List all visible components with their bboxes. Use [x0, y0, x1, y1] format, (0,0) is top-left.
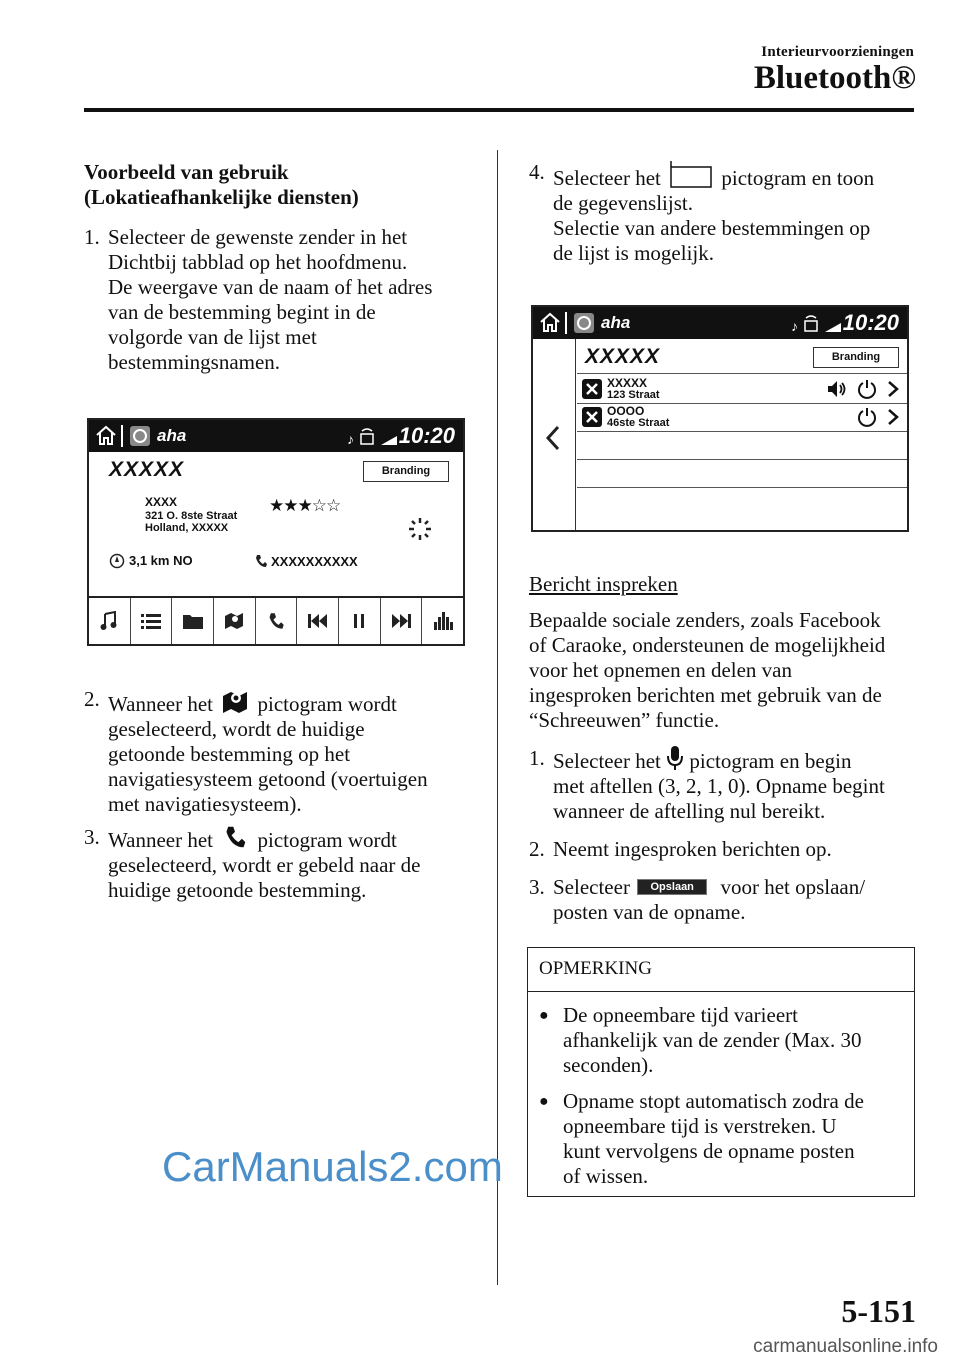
screen-tab-bar: [89, 596, 463, 644]
clock: 10:20: [842, 310, 899, 335]
step-4-line: Selectie van andere bestemmingen op: [553, 216, 871, 240]
station-header: XXXXX: [109, 458, 185, 481]
step-1-line: volgorde van de lijst met: [108, 325, 317, 349]
equalizer-icon[interactable]: [422, 598, 463, 644]
step-3-line: geselecteerd, wordt er gebeld naar de: [108, 853, 421, 877]
loading-spinner-icon: [407, 516, 433, 542]
destination-address-2: Holland, XXXXX: [145, 522, 229, 534]
power-icon[interactable]: [857, 407, 877, 427]
screen-aha-list: [531, 305, 909, 532]
step-2-line: met navigatiesysteem).: [108, 792, 302, 816]
header-rule: [84, 108, 914, 112]
list-item-empty[interactable]: [577, 459, 907, 488]
previous-track-icon[interactable]: [297, 598, 339, 644]
power-icon[interactable]: [857, 379, 877, 399]
rating-stars: ★★★☆☆: [269, 496, 341, 515]
watermark-footer[interactable]: carmanualsonline.info: [753, 1336, 938, 1357]
next-track-icon[interactable]: [381, 598, 423, 644]
step-2-line: getoonde bestemming op het: [108, 742, 351, 766]
page-title: Bluetooth®: [753, 60, 916, 96]
screen-aha-detail: [87, 418, 465, 646]
opslaan-button: Opslaan: [637, 879, 707, 895]
svg-text:♪: ♪: [347, 431, 354, 447]
distance: 3,1 km NO: [129, 553, 193, 568]
destination-name: XXXX: [145, 495, 178, 509]
microphone-icon: [666, 746, 684, 770]
music-note-icon[interactable]: [89, 598, 131, 644]
chevron-right-icon[interactable]: [887, 380, 899, 398]
step-1-line: van de bestemming begint in de: [108, 300, 376, 324]
home-icon[interactable]: [95, 425, 117, 446]
back-panel[interactable]: [533, 339, 576, 530]
phone-number: XXXXXXXXXX: [271, 554, 358, 569]
folder-icon[interactable]: [172, 598, 214, 644]
subheading-bericht: Bericht inspreken: [529, 572, 678, 596]
aha-logo-icon: [129, 425, 151, 447]
section-heading-1: Voorbeeld van gebruik: [84, 160, 289, 184]
watermark[interactable]: CarManuals2.com: [162, 1143, 503, 1190]
svg-text:♪: ♪: [791, 318, 798, 334]
aha-logo-icon: [573, 312, 595, 334]
list-item-empty[interactable]: [577, 487, 907, 515]
list-view-icon: [666, 160, 716, 188]
map-icon: [218, 687, 252, 713]
note-box: OPMERKING ● De opneembare tijd varieert afhankelijk van de zender (Max. 30 seconden). ● Opname stopt automatisch zodra de opneembare tijd is verstreken. U kunt vervolgens de opname posten of wissen.: [527, 947, 915, 1197]
branding-box: Branding: [363, 461, 449, 482]
note-title: OPMERKING: [539, 958, 652, 979]
column-divider: [497, 150, 498, 1285]
step-1-line: Selecteer de gewenste zender in het: [108, 225, 408, 249]
step-3-line: huidige getoonde bestemming.: [108, 878, 367, 902]
intro-paragraph: Bepaalde sociale zenders, zoals Facebook of Caraoke, ondersteunen de mogelijkheid voor het opnemen en delen van ingesproken berichten met gebruik van de “Schreeuwen” functie.: [529, 608, 886, 732]
phone-icon[interactable]: [255, 554, 267, 568]
step-1-line: De weergave van de naam of het adres: [108, 275, 433, 299]
clock: 10:20: [398, 423, 455, 448]
app-name: aha: [601, 313, 631, 332]
screen-status-bar: [89, 420, 463, 452]
call-icon[interactable]: [256, 598, 298, 644]
step-4-line: de lijst is mogelijk.: [553, 241, 714, 265]
destination-address-1: 321 O. 8ste Straat: [145, 510, 238, 522]
app-name: aha: [157, 426, 187, 445]
map-icon[interactable]: [214, 598, 256, 644]
list-icon[interactable]: [131, 598, 173, 644]
pause-icon[interactable]: [339, 598, 381, 644]
phone-icon: [218, 825, 252, 849]
branding-box: Branding: [813, 347, 899, 368]
screen-status-bar: [533, 307, 907, 339]
location-marker-icon: [582, 407, 602, 427]
home-icon[interactable]: [539, 312, 561, 333]
list-item[interactable]: OOOO 46ste Straat: [577, 403, 907, 432]
step-2-line: geselecteerd, wordt de huidige: [108, 717, 365, 741]
list-item-empty[interactable]: [577, 431, 907, 460]
page-number: 5-151: [841, 1293, 916, 1329]
speaker-icon: [827, 380, 847, 398]
section-heading-2: (Lokatieafhankelijke diensten): [84, 185, 359, 209]
step-1-line: Dichtbij tabblad op het hoofdmenu.: [108, 250, 408, 274]
section-label: Interieurvoorzieningen: [761, 44, 914, 60]
chevron-right-icon[interactable]: [887, 408, 899, 426]
location-marker-icon: [582, 379, 602, 399]
step-1-line: bestemmingsnamen.: [108, 350, 281, 374]
step-4-line: de gegevenslijst.: [553, 191, 693, 215]
station-header: XXXXX: [585, 345, 661, 368]
back-chevron-icon[interactable]: [545, 425, 561, 451]
step-2-line: navigatiesysteem getoond (voertuigen: [108, 767, 428, 791]
list-item[interactable]: XXXXX 123 Straat: [577, 375, 907, 404]
compass-icon: [109, 553, 125, 569]
